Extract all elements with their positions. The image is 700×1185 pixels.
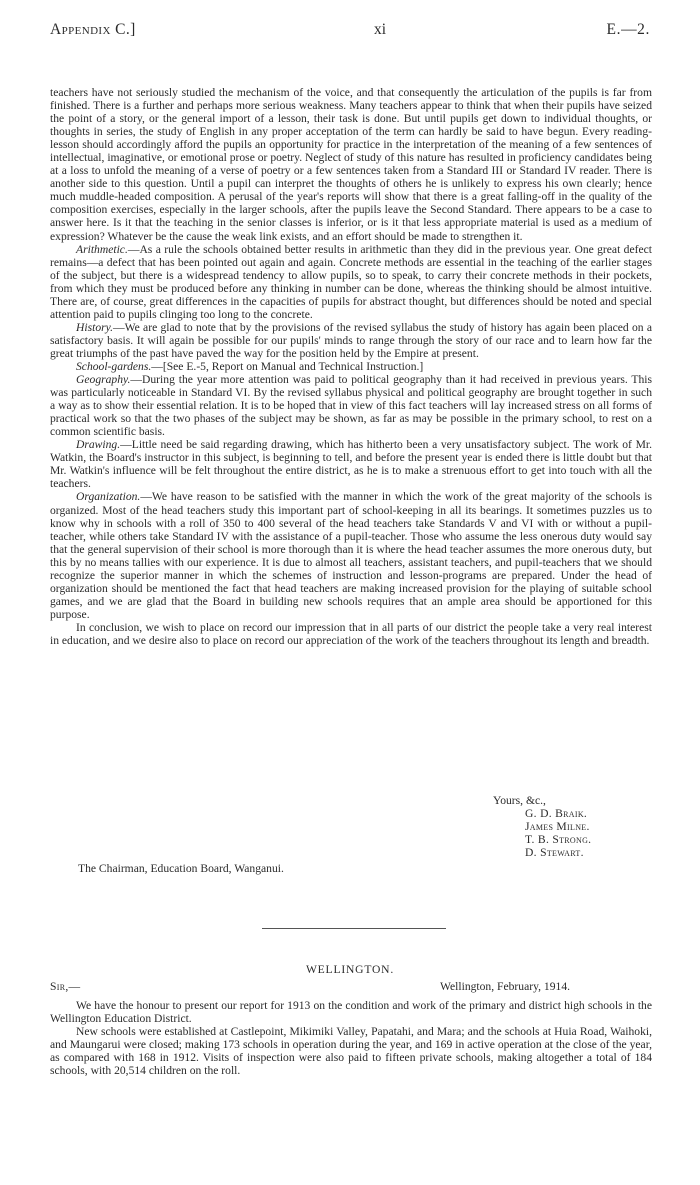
page-header xyxy=(50,21,650,45)
paragraph-text: —As a rule the schools obtained better results in arithmetic than they did in the previous year. One great defect remains—a defect that has been pointed out again and again. Concrete methods are essential in the teaching of the earlier stages of the subject, but there is a widespread tendency to allow pupils, so to speak, to carry their concrete methods in their pockets, from which they must be produced before any thinking in number can be done, whereas the thinking should be almost intuitive. There are, of course, great differences in the capacities of pupils for abstract thought, but differences should be noted and special attention paid to pupils clinging too long to the concrete. xyxy=(50,242,652,321)
signatory-name: James Milne. xyxy=(525,820,590,834)
paragraph-new-schools: New schools were established at Castlepoint, Mikimiki Valley, Papatahi, and Mara; and the schools at Huia Road, Waihoki, and Maungarui were closed; making 173 schools in operation during the year, and 169 in active operation at the close of the year, as compared with 168 in 1912. Visits of inspection were also paid to fifteen private schools, making altogether a total of 184 schools, with 20,514 children on the roll. xyxy=(50,1025,652,1078)
paragraph-history xyxy=(50,321,652,360)
letter-date: Wellington, February, 1914. xyxy=(440,980,571,993)
signature-closing: Yours, &c., xyxy=(493,794,546,807)
paragraph-text: In conclusion, we wish to place on record our impression that in all parts of our district the people take a very real interest in education, and we desire also to place on record our appreciation of the work of the teachers throughout its length and breadth. xyxy=(50,620,652,647)
paragraph-organization xyxy=(50,490,652,620)
section-divider xyxy=(262,928,446,929)
signatory-name: D. Stewart. xyxy=(525,846,584,860)
paragraph-geography xyxy=(50,373,652,438)
addressee: The Chairman, Education Board, Wanganui. xyxy=(78,862,284,875)
salutation: Sir,— xyxy=(50,980,81,993)
paragraph-conclusion xyxy=(50,621,652,647)
paragraph-heading: School-gardens. xyxy=(76,359,152,373)
signature-block xyxy=(493,794,591,859)
header-page-number: xi xyxy=(373,21,387,38)
paragraph-school-gardens xyxy=(50,360,652,373)
paragraph-report-intro: We have the honour to present our report for 1913 on the condition and work of the primary and district high schools in the Wellington Education District. xyxy=(50,999,652,1026)
signatory-name: T. B. Strong. xyxy=(525,833,592,847)
paragraph-text: —We have reason to be satisfied with the manner in which the work of the great majority of the schools is organized. Most of the head teachers study this important part of school-keeping in all its bearings. It sometimes puzzles us to know why in schools with a roll of 350 to 400 several of the head teachers take Standards V and VI with or without a pupil-teacher, while others take Standard IV with the assistance of a pupil-teacher. Those who assume the less onerous duty would say that the general supervision of their school is more thorough than it is where the head teacher assumes the more onerous duty, but this by no means tallies with our experience. It is due to almost all teachers, assistant teachers, and pupil-teachers that we should recognize the superior manner in which the schemes of instruction and lesson-programs are prepared. Under the head of organization should be mentioned the fact that head teachers are making increased provision for the playing of suitable school games, and we are glad that the Board in building new schools requires that an ample area should be apportioned for this purpose. xyxy=(50,490,652,621)
paragraph-heading: Arithmetic. xyxy=(76,242,128,256)
salutation-line xyxy=(50,980,652,994)
report-body xyxy=(50,86,652,647)
paragraph-english-reading xyxy=(50,86,652,243)
paragraph-arithmetic xyxy=(50,243,652,321)
header-appendix: Appendix C.] xyxy=(50,21,136,38)
paragraph-heading: Drawing. xyxy=(76,438,121,452)
paragraph-drawing xyxy=(50,438,652,490)
paragraph-heading: History. xyxy=(76,320,114,334)
paragraph-text: —Little need be said regarding drawing, which has hitherto been a very unsatisfactory subject. The work of Mr. Watkin, the Board's instructor in this subject, is beginning to tell, and before the present year is ended there is little doubt but that Mr. Watkin's influence will be felt throughout the entire district, as he is to make a strenuous effort to get into touch with all the teachers. xyxy=(50,438,652,491)
wellington-report-body xyxy=(50,999,652,1077)
header-paper-code: E.—2. xyxy=(606,21,650,38)
paragraph-text: —During the year more attention was paid to political geography than it had received in previous years. This was particularly noticeable in Standard VI. By the revised syllabus physical and political geography are brought together in such a way as to show their essential relation. It is to be hoped that in view of this fact teachers will lay increased stress on all forms of practical work so that the two phases of the subject may be shown, as far as may be possible in the primary school, to rest on a common scientific basis. xyxy=(50,373,652,439)
paragraph-text: —We are glad to note that by the provisions of the revised syllabus the study of history has again been placed on a satisfactory basis. It will again be possible for our pupils' minds to range through the story of our race and to learn how far the great triumphs of the past have paved the way for the position held by the Empire at present. xyxy=(50,320,652,360)
paragraph-heading: Organization. xyxy=(76,490,141,504)
section-title: WELLINGTON. xyxy=(305,963,395,976)
paragraph-heading: Geography. xyxy=(76,373,131,387)
paragraph-text: teachers have not seriously studied the mechanism of the voice, and that consequently the articulation of the pupils is far from finished. There is a further and perhaps more serious weakness. Many teachers appear to think that when their pupils have seized the point of a story, or the general import of a lesson, their task is done. But until pupils get down to individual thoughts, or thoughts in series, the study of English in any proper acceptation of the term can hardly be said to have begun. Every reading-lesson should accordingly afford the pupils an opportunity for practice in the interpretation of the meaning of a few sentences of intellectual, imaginative, or emotional prose or poetry. Neglect of study of this nature has resulted in proficiency candidates being at a loss to unfold the meaning of a verse of poetry or a few sentences taken from a Standard III or Standard IV reader. There is another side to this question. Until a pupil can interpret the thoughts of others he is unlikely to express his own clearly; hence much muddle-headed composition. A perusal of the year's reports will show that there is a great falling-off in the quality of the composition exercises, especially in the larger schools, after the pupils leave the Second Standard. There appears to be a case to answer here. Is it that the teaching in the senior classes is inferior, or is it that less appropriate material is used as a medium of expression? Whatever be the cause the weak link exists, and an effort should be made to strengthen it. xyxy=(50,86,652,243)
paragraph-text: —[See E.-5, Report on Manual and Technical Instruction.] xyxy=(151,359,424,373)
signatory-name: G. D. Braik. xyxy=(525,807,588,821)
